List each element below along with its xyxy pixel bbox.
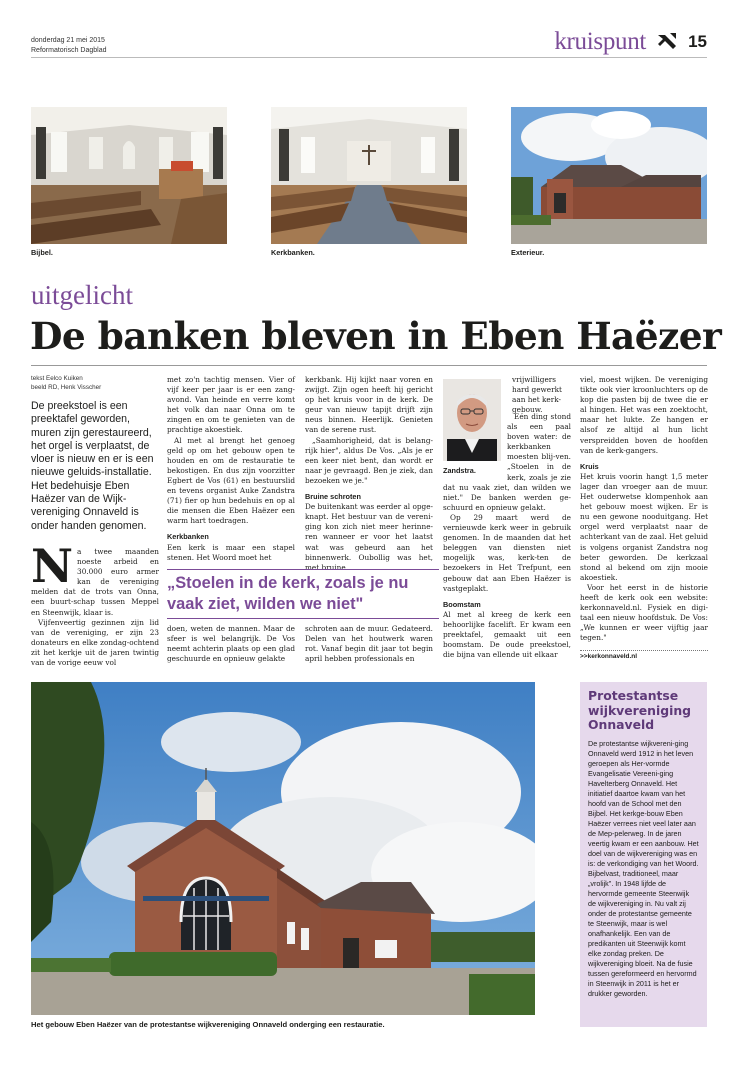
body-paragraph: a twee maanden noeste arbeid en 30.000 euro armer kan de vereniging melden dat de trots van Onna, een buurt-schap tussen Meppel en Steenwijk, klaar is. bbox=[31, 546, 159, 617]
subheading-boomstam: Boomstam bbox=[443, 599, 481, 609]
body-paragraph: vrijwilligers hard gewerkt aan het kerk-gebouw. bbox=[512, 375, 562, 415]
kruispunt-logo-icon bbox=[656, 31, 678, 53]
subheading-kruis: Kruis bbox=[580, 461, 599, 471]
photo-exterior-small bbox=[511, 107, 707, 244]
issue-date: donderdag 21 mei 2015 bbox=[31, 37, 105, 44]
main-photo-caption: Het gebouw Eben Haëzer van de protestantse wijkvereniging Onnaveld onderging een restauratie. bbox=[31, 1020, 385, 1029]
article-column-3-lower bbox=[305, 624, 433, 664]
article-column-5 bbox=[580, 375, 708, 643]
body-paragraph: Een kerk is maar een stapel stenen. Het Woord moet het bbox=[167, 542, 295, 562]
sidebar-body: De protestantse wijkvereni-ging Onnaveld werd 1912 in het leven geroepen als Her-vormde Evangelisatie Vereeni-ging Havelterberg Onnaveld. Het initiatief daartoe kwam van het hoofd van de School met den Bijbel. Het kerkge-bouw Eben Haëzer verrees niet veel later aan de Mep-pelerweg. In de jaren veertig kwam er een aanbouw. Het doel van de wijkvereniging was en is: de verkondiging van het Woord. Bijbelvast, traditioneel, maar „vrolijk". In 1948 lijfde de hervormde gemeente Steenwijk de wijkvereniging in. Nu valt zij onder de protestantse gemeente te Steenwijk, maar is wel onafhankelijk. Een van de predikanten uit Steenwijk komt elke zondag preken. De wijkvereniging bloeit. Na de fusie tussen gereformeerd en hervormd in Steenwijk in 2011 is het er drukker geworden. bbox=[588, 738, 699, 998]
body-paragraph: Vijfenveertig gezinnen zijn lid van de vereniging, er zijn 23 donateurs en elke zondag-ochtend zit het kerkje uit de jaren twintig van de vorige eeuw vol bbox=[31, 617, 159, 667]
body-paragraph: „Saamhorigheid, dat is belang-rijk hier", aldus De Vos. „Als je er een keer niet bent, dan wordt er naar je gevraagd. Ben je ziek, dan bezoeken we je." bbox=[305, 435, 433, 485]
newspaper-name: Reformatorisch Dagblad bbox=[31, 47, 107, 54]
body-paragraph: Al met al brengt het genoeg geld op om het gebouw open te houden en om de restauratie te bekostigen. En dus zijn voorzitter Egbert de Vos (61) en bestuurslid en tevens organist Auke Zandstra (71) fier op hun bedehuis en op al die mensen die Eben Haëzer een warm hart toedragen. bbox=[167, 435, 295, 526]
section-header bbox=[554, 28, 707, 56]
photo-bible-interior bbox=[31, 107, 227, 244]
article-headline: De banken bleven in Eben Haëzer bbox=[30, 314, 722, 358]
photo-caption-exterior: Exterieur. bbox=[511, 248, 545, 257]
sidebar-box bbox=[580, 682, 707, 1027]
article-column-1 bbox=[31, 375, 159, 668]
body-paragraph: Het kruis voorin hangt 1,5 meter lager dan vroeger aan de muur. Het ouderwetse klompenhok aan het gebouw moest wijken. Er is nu een gewone nooduitgang. Het orgel werd verplaatst naar de achterkant van de zaal. Het geluid is volgens organist Zandstra nog beter geworden. De kerkzaal stond al bekend om zijn mooie akoestiek. bbox=[580, 471, 708, 582]
header-rule bbox=[31, 57, 707, 58]
body-paragraph: Al met al kreeg de kerk een behoorlijke facelift. Er kwam een preektafel, gemaakt uit een boomstam. De oude preekstoel, die bijna van ellende uit elkaar bbox=[443, 609, 571, 660]
portrait-spacer bbox=[443, 412, 507, 478]
body-paragraph: met zo'n tachtig mensen. Vier of vijf keer per jaar is er een zang-avond. Van heinde en verre komt het volk dan naar Onna om te zingen en om te genieten van de prachtige akoestiek. bbox=[167, 375, 295, 435]
article-column-3 bbox=[305, 375, 433, 573]
dateline bbox=[31, 36, 106, 56]
photo-caption-pews: Kerkbanken. bbox=[271, 248, 315, 257]
photo-pews-interior bbox=[271, 107, 467, 244]
body-paragraph: Op 29 maart werd de vernieuwde kerk weer in gebruik genomen. In de maanden dat het beleggen van diensten niet mogelijk was, kerk-ten de bezoekers in Het Trefpunt, een gebouw dat aan Eben Haëzer is vastgeplakt. bbox=[443, 512, 571, 593]
body-paragraph: De buitenkant was eerder al opge-knapt. Het bestuur van de vereni-ging kon zich niet meer herinne-ren wanneer er voor het laatst wat was gebeurd aan het binnenwerk. Oubollig was het, met bruine bbox=[305, 502, 433, 572]
subheading-bruine-schroten: Bruine schroten bbox=[305, 492, 361, 502]
article-intro: De preekstoel is een preektafel geworden, muren zijn gerestaureerd, het orgel is verplaatst, de vloer is nieuw en er is een nieuwe geluids-installatie. Het bedehuisje Eben Haëzer van de Wijk-vereniging Onnaveld is onder handen genomen. bbox=[31, 400, 154, 532]
body-paragraph: Eén ding stond als een paal boven water: de kerkbanken moesten blij-ven. „Stoelen in de kerk, zoals je zie dat nu vaak ziet, dan wilden we niet." De banken werden ge-schuurd en opnieuw gelakt. bbox=[443, 412, 571, 512]
portrait-caption: Zandstra. bbox=[443, 466, 476, 475]
article-kicker: uitgelicht bbox=[31, 280, 133, 310]
article-column-4-top bbox=[512, 375, 572, 415]
credit-photo: beeld RD, Henk Visscher bbox=[31, 383, 102, 391]
dropcap-paragraph bbox=[31, 538, 159, 618]
article-column-4-body bbox=[443, 412, 571, 660]
body-paragraph: Voor het eerst in de historie heeft de kerk ook een website: kerkonnaveld.nl. Fysiek en digi-taal een nieuw hoofdstuk. De Vos: „We kunnen er weer vijftig jaar tegen." bbox=[580, 582, 708, 643]
body-paragraph: kerkbank. Hij kijkt naar voren en zwijgt. Zijn ogen heeft hij gericht op het kruis voor in de kerk. De geur van nieuw tapijt drijft zijn neus binnen. Heerlijk. Genieten van de serene rust. bbox=[305, 375, 433, 435]
subheading-kerkbanken: Kerkbanken bbox=[167, 532, 209, 542]
article-credits bbox=[31, 375, 159, 392]
body-paragraph: viel, moest wijken. De vereniging tikte ook vier kroonluchters op de kop die pasten bij de twee die er al hingen. Het was een zoektocht, maar het lukte. Ze hangen er alsof ze altijd al hun licht verspreidden boven de hoofden van de kerk-gangers. bbox=[580, 375, 708, 455]
credit-text: tekst Eelco Kuiken bbox=[31, 375, 83, 382]
website-link[interactable]: >>kerkonnaveld.nl bbox=[580, 650, 708, 660]
article-column-2-lower bbox=[167, 624, 295, 664]
page-number: 15 bbox=[688, 32, 707, 51]
body-paragraph: schroten aan de muur. Gedateerd. Delen van het houtwerk waren rot. Vanaf begin dit jaar tot begin april hebben professionals en bbox=[305, 624, 433, 664]
pull-quote: „Stoelen in de kerk, zoals je nu vaak ziet, wilden we niet" bbox=[167, 569, 439, 619]
article-column-2 bbox=[167, 375, 295, 563]
headline-rule bbox=[31, 365, 707, 366]
photo-caption-bible: Bijbel. bbox=[31, 248, 53, 257]
sidebar-title: Protestantse wijkvereniging Onnaveld bbox=[588, 688, 692, 732]
dropcap-letter: N bbox=[31, 538, 74, 593]
body-paragraph: doen, weten de mannen. Maar de sfeer is wel belangrijk. De Vos neemt achterin plaats op een glad geschuurde en opnieuw gelakte bbox=[167, 624, 295, 664]
photo-church-exterior bbox=[31, 682, 535, 1015]
section-name: kruispunt bbox=[554, 28, 647, 55]
